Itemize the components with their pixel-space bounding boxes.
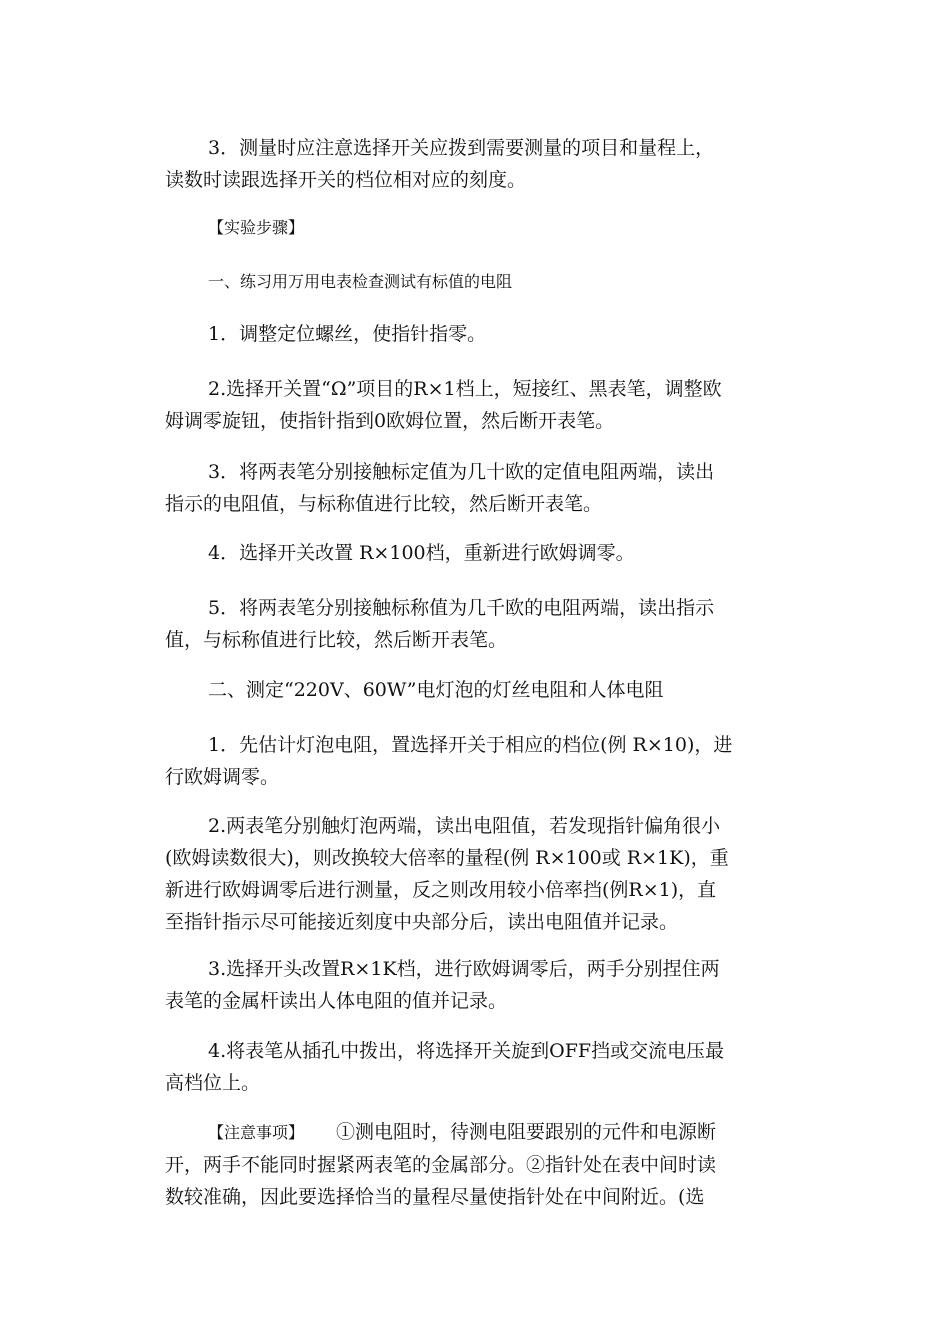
notes-paragraph xyxy=(165,1116,785,1213)
step-2-1 xyxy=(165,729,785,793)
text-line: 读数时读跟选择开关的档位相对应的刻度。 xyxy=(165,169,527,191)
text-line: 5．将两表笔分别接触标称值为几千欧的电阻两端，读出指示 xyxy=(208,597,715,619)
text-line: 值，与标称值进行比较，然后断开表笔。 xyxy=(165,629,508,651)
text-line: 一、练习用万用电表检查测试有标值的电阻 xyxy=(208,272,513,291)
text-line: 【实验步骤】 xyxy=(208,218,305,237)
text-line: 【注意事项】 ①测电阻时，待测电阻要跟别的元件和电源断 xyxy=(208,1121,717,1143)
text-line: 1．调整定位螺丝，使指针指零。 xyxy=(208,323,487,345)
step-1-4 xyxy=(165,537,785,569)
subsection-heading-bulb xyxy=(165,674,785,706)
text-line: 高档位上。 xyxy=(165,1072,261,1094)
text-line: 4．选择开关改置 R×100档，重新进行欧姆调零。 xyxy=(208,542,635,564)
step-1-2 xyxy=(165,373,785,437)
text-line: 数较准确，因此要选择恰当的量程尽量使指针处在中间附近。(选 xyxy=(165,1186,705,1208)
text-line: 3.选择开头改置R×1K档，进行欧姆调零后，两手分别捏住两 xyxy=(208,958,720,980)
text-line: 姆调零旋钮，使指针指到0欧姆位置，然后断开表笔。 xyxy=(165,410,615,432)
text-line: 3．测量时应注意选择开关应拨到需要测量的项目和量程上， xyxy=(208,137,715,159)
step-2-4 xyxy=(165,1035,785,1099)
step-1-1 xyxy=(165,318,785,350)
text-line: 二、测定“220V、60W”电灯泡的灯丝电阻和人体电阻 xyxy=(208,679,664,701)
step-2-3 xyxy=(165,953,785,1017)
text-line: 1．先估计灯泡电阻，置选择开关于相应的档位(例 R×10)，进 xyxy=(208,734,733,756)
paragraph-note-3 xyxy=(165,132,785,196)
text-line: 新进行欧姆调零后进行测量，反之则改用较小倍率挡(例R×1)，直 xyxy=(165,879,717,901)
subsection-heading-practice xyxy=(165,266,785,298)
step-2-2 xyxy=(165,810,785,938)
section-heading-experiment-steps xyxy=(165,212,785,244)
text-line: 表笔的金属杆读出人体电阻的值并记录。 xyxy=(165,990,508,1012)
text-line: 指示的电阻值，与标称值进行比较，然后断开表笔。 xyxy=(165,493,603,515)
text-line: (欧姆读数很大)，则改换较大倍率的量程(例 R×100或 R×1K)，重 xyxy=(165,847,729,869)
step-1-3 xyxy=(165,456,785,520)
text-line: 2.两表笔分别触灯泡两端，读出电阻值，若发现指针偏角很小 xyxy=(208,815,721,837)
text-line: 至指针指示尽可能接近刻度中央部分后，读出电阻值并记录。 xyxy=(165,911,679,933)
text-line: 3．将两表笔分别接触标定值为几十欧的定值电阻两端，读出 xyxy=(208,461,715,483)
text-line: 行欧姆调零。 xyxy=(165,766,280,788)
text-line: 开，两手不能同时握紧两表笔的金属部分。②指针处在表中间时读 xyxy=(165,1154,717,1176)
text-line: 4.将表笔从插孔中拨出，将选择开关旋到OFF挡或交流电压最 xyxy=(208,1040,725,1062)
text-line: 2.选择开关置“Ω”项目的R×1档上，短接红、黑表笔，调整欧 xyxy=(208,378,722,400)
notes-label: 【注意事项】 xyxy=(208,1123,305,1142)
step-1-5 xyxy=(165,592,785,656)
